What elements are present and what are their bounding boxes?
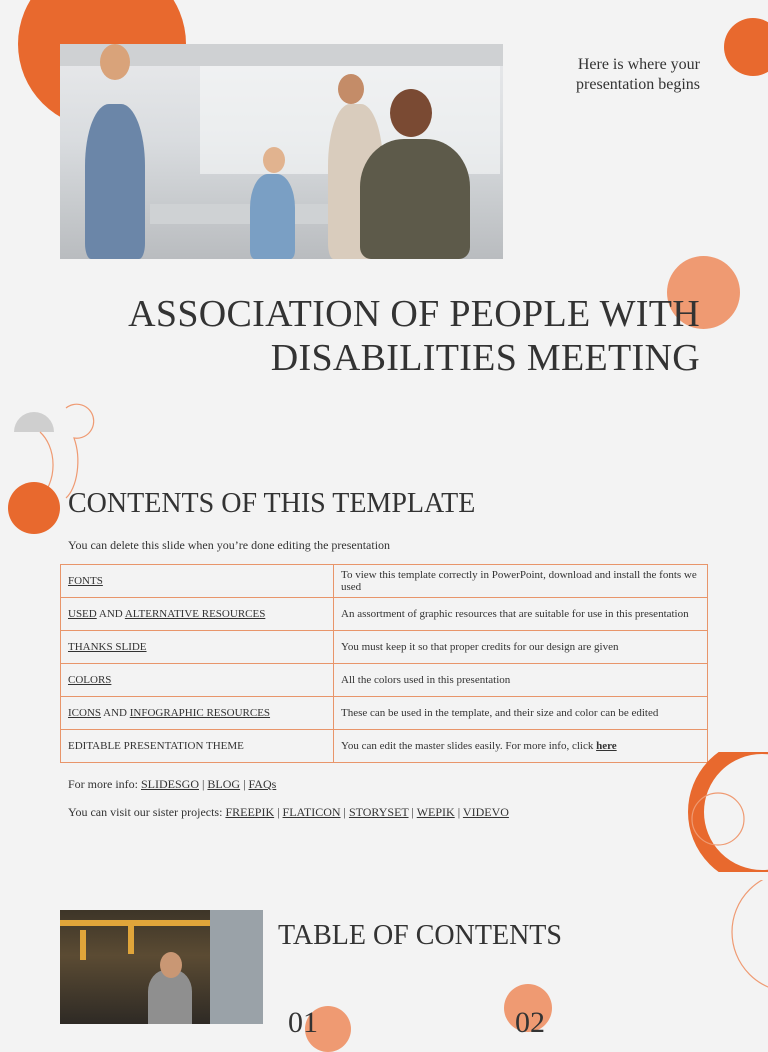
sister-project-link[interactable]: VIDEVO — [462, 805, 509, 819]
more-info-link[interactable]: BLOG — [207, 777, 241, 791]
sister-project-link[interactable]: FREEPIK — [225, 805, 275, 819]
decor-half-circle — [14, 412, 54, 432]
decor-circle-top-right — [724, 18, 768, 76]
cover-title-line: ASSOCIATION OF PEOPLE WITH — [128, 293, 700, 335]
decor-arc-toc — [728, 880, 768, 990]
description-text: You can edit the master slides easily. For more info, click — [341, 740, 597, 752]
toc-photo — [60, 910, 263, 1024]
cover-title — [100, 292, 700, 380]
table-row — [61, 664, 708, 697]
cover-photo — [60, 44, 503, 259]
table-cell-description — [334, 598, 708, 631]
resource-link[interactable]: USED — [68, 608, 97, 620]
decor-arc-circle — [732, 880, 768, 990]
link-separator: | — [454, 805, 463, 819]
decor-circle-contents — [8, 482, 60, 534]
resources-table — [60, 564, 708, 763]
resource-text: EDITABLE PRESENTATION THEME — [68, 740, 244, 752]
table-row — [61, 598, 708, 631]
resource-link[interactable]: ALTERNATIVE RESOURCES — [124, 608, 266, 620]
cover-title-line: DISABILITIES MEETING — [270, 337, 700, 379]
decor-swirl — [66, 404, 94, 498]
link-separator: | — [240, 777, 249, 791]
table-cell-description — [334, 631, 708, 664]
table-cell-resource — [61, 730, 334, 763]
resource-link[interactable]: FONTS — [68, 575, 103, 587]
sister-project-link[interactable]: FLATICON — [282, 805, 341, 819]
resource-text: AND — [96, 608, 125, 620]
resource-link[interactable]: THANKS SLIDE — [68, 641, 147, 653]
sister-projects-line — [68, 805, 509, 820]
resource-link[interactable]: INFOGRAPHIC RESOURCES — [129, 707, 271, 719]
sister-project-link[interactable]: WEPIK — [416, 805, 455, 819]
sister-label: You can visit our sister projects: — [68, 805, 223, 819]
table-cell-description — [334, 730, 708, 763]
link-separator: | — [199, 777, 208, 791]
table-row — [61, 697, 708, 730]
toc-title: TABLE OF CONTENTS — [278, 920, 562, 951]
table-cell-resource — [61, 631, 334, 664]
description-text: An assortment of graphic resources that are suitable for use in this presentation — [341, 608, 689, 620]
toc-number-1: 01 — [288, 1006, 318, 1039]
table-cell-description — [334, 565, 708, 598]
table-row — [61, 565, 708, 598]
table-row — [61, 730, 708, 763]
more-info-link[interactable]: FAQs — [248, 777, 277, 791]
decor-ring — [696, 752, 768, 872]
cover-subtitle-line: presentation begins — [576, 76, 700, 93]
contents-title: CONTENTS OF THIS TEMPLATE — [68, 488, 476, 519]
table-cell-resource — [61, 697, 334, 730]
more-info-label: For more info: — [68, 777, 138, 791]
description-text: These can be used in the template, and their size and color can be edited — [341, 707, 659, 719]
decor-ring-right — [680, 752, 768, 872]
resource-link[interactable]: ICONS — [68, 707, 102, 719]
table-cell-resource — [61, 664, 334, 697]
table-cell-resource — [61, 598, 334, 631]
description-text: You must keep it so that proper credits for our design are given — [341, 641, 619, 653]
table-cell-description — [334, 697, 708, 730]
sister-project-link[interactable]: STORYSET — [348, 805, 409, 819]
toc-number-2: 02 — [515, 1006, 545, 1039]
table-cell-resource — [61, 565, 334, 598]
cover-subtitle — [500, 55, 700, 95]
link-separator: | — [340, 805, 349, 819]
description-text: All the colors used in this presentation — [341, 674, 511, 686]
link-separator: | — [274, 805, 283, 819]
cover-subtitle-line: Here is where your — [577, 56, 700, 73]
table-cell-description — [334, 664, 708, 697]
more-info-line — [68, 777, 276, 792]
resource-link[interactable]: COLORS — [68, 674, 112, 686]
link-separator: | — [408, 805, 417, 819]
resource-text: AND — [101, 707, 130, 719]
table-row — [61, 631, 708, 664]
description-text: To view this template correctly in PowerPoint, download and install the fonts we used — [341, 569, 697, 593]
here-link[interactable]: here — [596, 740, 617, 752]
contents-note: You can delete this slide when you’re done editing the presentation — [68, 538, 391, 552]
more-info-link[interactable]: SLIDESGO — [141, 777, 200, 791]
